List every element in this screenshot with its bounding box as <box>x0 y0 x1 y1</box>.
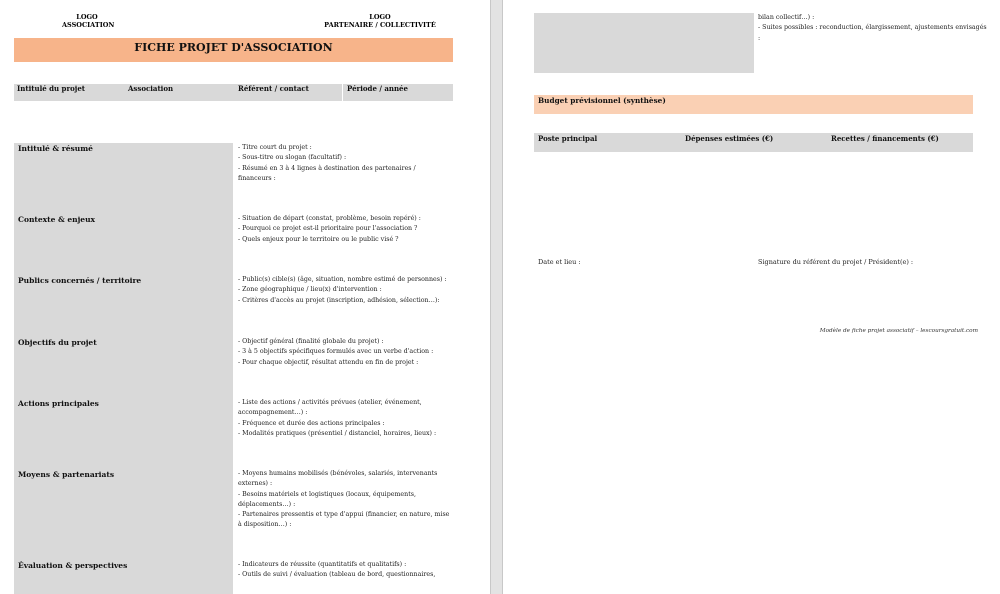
budget-title: Budget prévisionnel (synthèse) <box>538 96 666 105</box>
section-label: Moyens & partenariats <box>18 470 115 479</box>
budget-col-recettes: Recettes / financements (€) <box>831 134 939 143</box>
budget-table-header <box>534 133 973 152</box>
section-label: Contexte & enjeux <box>18 215 95 224</box>
evaluation-continuation-text <box>758 13 988 44</box>
detail-line: - Zone géographique / lieu(x) d'intervention : <box>238 286 382 294</box>
detail-line: - Public(s) cible(s) (âge, situation, nombre estimé de personnes) : <box>238 276 447 283</box>
detail-line: - Objectif général (finalité globale du projet) : <box>238 338 384 345</box>
section-label-column <box>14 143 233 594</box>
evaluation-continuation-cell <box>534 13 754 73</box>
logo-association: LOGO ASSOCIATION <box>62 13 115 29</box>
header-association: Association <box>128 84 174 93</box>
detail-line: - Suites possibles : reconduction, élargissement, ajustements envisagés : <box>758 24 987 42</box>
budget-col-depenses: Dépenses estimées (€) <box>685 134 774 143</box>
page-2 <box>503 0 1000 594</box>
detail-line: - Indicateurs de réussite (quantitatifs et qualitatifs) : <box>238 561 407 568</box>
detail-line: bilan collectif…) : <box>758 14 815 21</box>
budget-col-poste: Poste principal <box>538 134 598 143</box>
section-details <box>238 214 450 245</box>
detail-line: - Situation de départ (constat, problème, besoin repéré) : <box>238 215 421 222</box>
detail-line: - 3 à 5 objectifs spécifiques formulés avec un verbe d'action : <box>238 348 434 356</box>
detail-line: - Résumé en 3 à 4 lignes à destination des partenaires / financeurs : <box>238 164 416 182</box>
section-details <box>238 143 450 184</box>
detail-line: - Sous-titre ou slogan (facultatif) : <box>238 154 347 162</box>
section-details <box>238 560 450 581</box>
date-place-label: Date et lieu : <box>538 258 581 266</box>
detail-line: - Moyens humains mobilisés (bénévoles, salariés, intervenants externes) : <box>238 470 438 488</box>
section-label: Intitulé & résumé <box>18 144 93 153</box>
header-divider <box>342 84 343 101</box>
section-label: Actions principales <box>18 399 99 408</box>
section-details <box>238 469 450 531</box>
header-project-title: Intitulé du projet <box>17 84 86 93</box>
detail-line: - Liste des actions / activités prévues (atelier, événement, accompagnement…) : <box>238 399 422 417</box>
detail-line: - Besoins matériels et logistiques (locaux, équipements, déplacements…) : <box>238 490 416 508</box>
page-separator <box>490 0 503 594</box>
signature-label: Signature du référent du projet / Président(e) : <box>758 258 914 266</box>
title-bar <box>14 38 453 62</box>
detail-line: - Outils de suivi / évaluation (tableau de bord, questionnaires, <box>238 571 436 579</box>
section-details <box>238 337 450 368</box>
detail-line: - Critères d'accès au projet (inscription, adhésion, sélection…): <box>238 296 440 304</box>
document-title: FICHE PROJET D'ASSOCIATION <box>134 41 333 54</box>
section-details <box>238 398 450 439</box>
project-header-table <box>14 84 453 101</box>
budget-title-bar <box>534 95 973 114</box>
section-label: Objectifs du projet <box>18 338 97 347</box>
logo-partner: LOGO PARTENAIRE / COLLECTIVITÉ <box>324 13 436 29</box>
section-label: Évaluation & perspectives <box>18 561 128 570</box>
detail-line: - Titre court du projet : <box>238 144 312 151</box>
page-1 <box>0 0 490 594</box>
header-period: Période / année <box>347 84 408 93</box>
detail-line: - Partenaires pressentis et type d'appui (financier, en nature, mise à disposition…) : <box>238 511 450 529</box>
detail-line: - Modalités pratiques (présentiel / distanciel, horaires, lieux) : <box>238 429 437 437</box>
detail-line: - Fréquence et durée des actions principales : <box>238 419 385 427</box>
section-label: Publics concernés / territoire <box>18 276 142 285</box>
detail-line: - Pourquoi ce projet est-il prioritaire pour l'association ? <box>238 225 418 233</box>
header-referent: Référent / contact <box>238 84 309 93</box>
section-details <box>238 275 450 306</box>
footer-note: Modèle de fiche projet associatif – lescoursgratuit.com <box>819 328 978 334</box>
detail-line: - Quels enjeux pour le territoire ou le public visé ? <box>238 235 399 243</box>
detail-line: - Pour chaque objectif, résultat attendu en fin de projet : <box>238 358 419 366</box>
